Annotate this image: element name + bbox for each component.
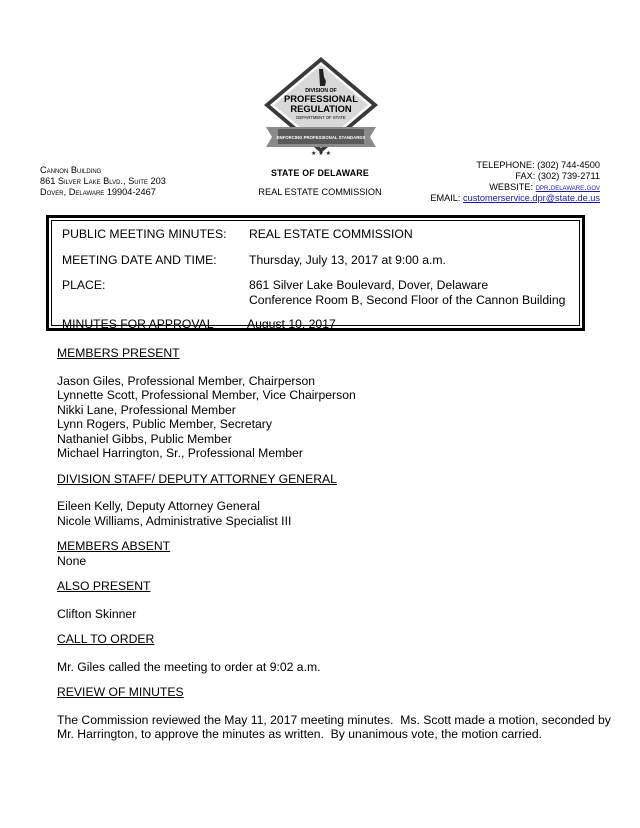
website-label: WEBSITE: — [489, 182, 534, 192]
email-label: EMAIL: — [430, 193, 461, 203]
heading-division-staff: DIVISION STAFF/ DEPUTY ATTORNEY GENERAL — [57, 471, 337, 486]
member-item: Nathaniel Gibbs, Public Member — [57, 431, 232, 446]
letterhead-address — [40, 165, 166, 198]
division-seal-icon — [262, 55, 380, 159]
member-item: Nikki Lane, Professional Member — [57, 402, 236, 417]
meeting-info-box — [46, 215, 585, 331]
logo-line4: DEPARTMENT OF STATE — [296, 115, 346, 120]
meeting-row-value: 861 Silver Lake Boulevard, Dover, Delaware — [249, 278, 489, 292]
logo-line3: REGULATION — [290, 103, 352, 114]
heading-call-to-order: CALL TO ORDER — [57, 632, 155, 646]
address-line1: Cannon Building — [40, 165, 102, 175]
logo-stars-icon: ★ ★ ★ — [311, 150, 331, 157]
email-row — [430, 193, 600, 204]
meeting-row-value: Thursday, July 13, 2017 at 9:00 a.m. — [249, 253, 446, 267]
staff-item: Eileen Kelly, Deputy Attorney General — [57, 499, 261, 513]
member-item: Lynn Rogers, Public Member, Secretary — [57, 417, 272, 431]
staff-item: Nicole Williams, Administrative Specialist III — [57, 513, 292, 528]
division-logo — [262, 55, 380, 159]
member-item: Lynnette Scott, Professional Member, Vice Chairperson — [57, 388, 356, 402]
logo-line2: PROFESSIONAL — [284, 93, 358, 104]
letterhead-contact — [430, 160, 600, 204]
meeting-info-box-inner — [51, 220, 580, 331]
meeting-row-value: REAL ESTATE COMMISSION — [249, 227, 413, 241]
also-present-text: Clifton Skinner — [57, 606, 137, 621]
members-absent-text: None — [57, 553, 87, 568]
state-name: STATE OF DELAWARE — [271, 168, 369, 178]
minutes-body — [57, 346, 611, 742]
meeting-row-label: MEETING DATE AND TIME: — [62, 253, 217, 267]
logo-line1: DIVISION OF — [305, 88, 337, 94]
heading-also-present: ALSO PRESENT — [57, 579, 151, 593]
logo-ribbon-text: ENFORCING PROFESSIONAL STANDARDS — [276, 135, 366, 140]
fax: FAX: (302) 739-2711 — [515, 171, 600, 181]
meeting-row-value: August 10, 2017 — [247, 317, 336, 331]
review-of-minutes-line2: Mr. Harrington, to approve the minutes as written. By unanimous vote, the motion carried. — [57, 727, 543, 741]
meeting-row-label: PLACE: — [62, 278, 106, 292]
member-item: Michael Harrington, Sr., Professional Member — [57, 446, 303, 460]
heading-members-present: MEMBERS PRESENT — [57, 346, 180, 360]
website-link[interactable]: dpr.delaware.gov — [535, 182, 600, 192]
review-of-minutes-line1: The Commission reviewed the May 11, 2017 meeting minutes. Ms. Scott made a motion, seconded by — [57, 712, 611, 727]
email-link[interactable]: customerservice.dpr@state.de.us — [463, 193, 600, 203]
telephone: TELEPHONE: (302) 744-4500 — [476, 160, 600, 170]
call-to-order-text: Mr. Giles called the meeting to order at 9:02 a.m. — [57, 659, 321, 674]
meeting-row-label: PUBLIC MEETING MINUTES: — [62, 227, 227, 241]
address-line3: Dover, Delaware 19904-2467 — [40, 187, 156, 197]
member-item: Jason Giles, Professional Member, Chairperson — [57, 373, 316, 388]
website-row — [430, 182, 600, 193]
heading-members-absent: MEMBERS ABSENT — [57, 539, 171, 553]
commission-name: REAL ESTATE COMMISSION — [258, 187, 382, 197]
heading-review-of-minutes: REVIEW OF MINUTES — [57, 685, 184, 699]
meeting-row-label: MINUTES FOR APPROVAL — [62, 317, 214, 331]
address-line2: 861 Silver Lake Blvd., Suite 203 — [40, 176, 166, 186]
meeting-row-value-line2: Conference Room B, Second Floor of the Cannon Building — [249, 293, 566, 307]
letterhead-center — [232, 168, 408, 197]
